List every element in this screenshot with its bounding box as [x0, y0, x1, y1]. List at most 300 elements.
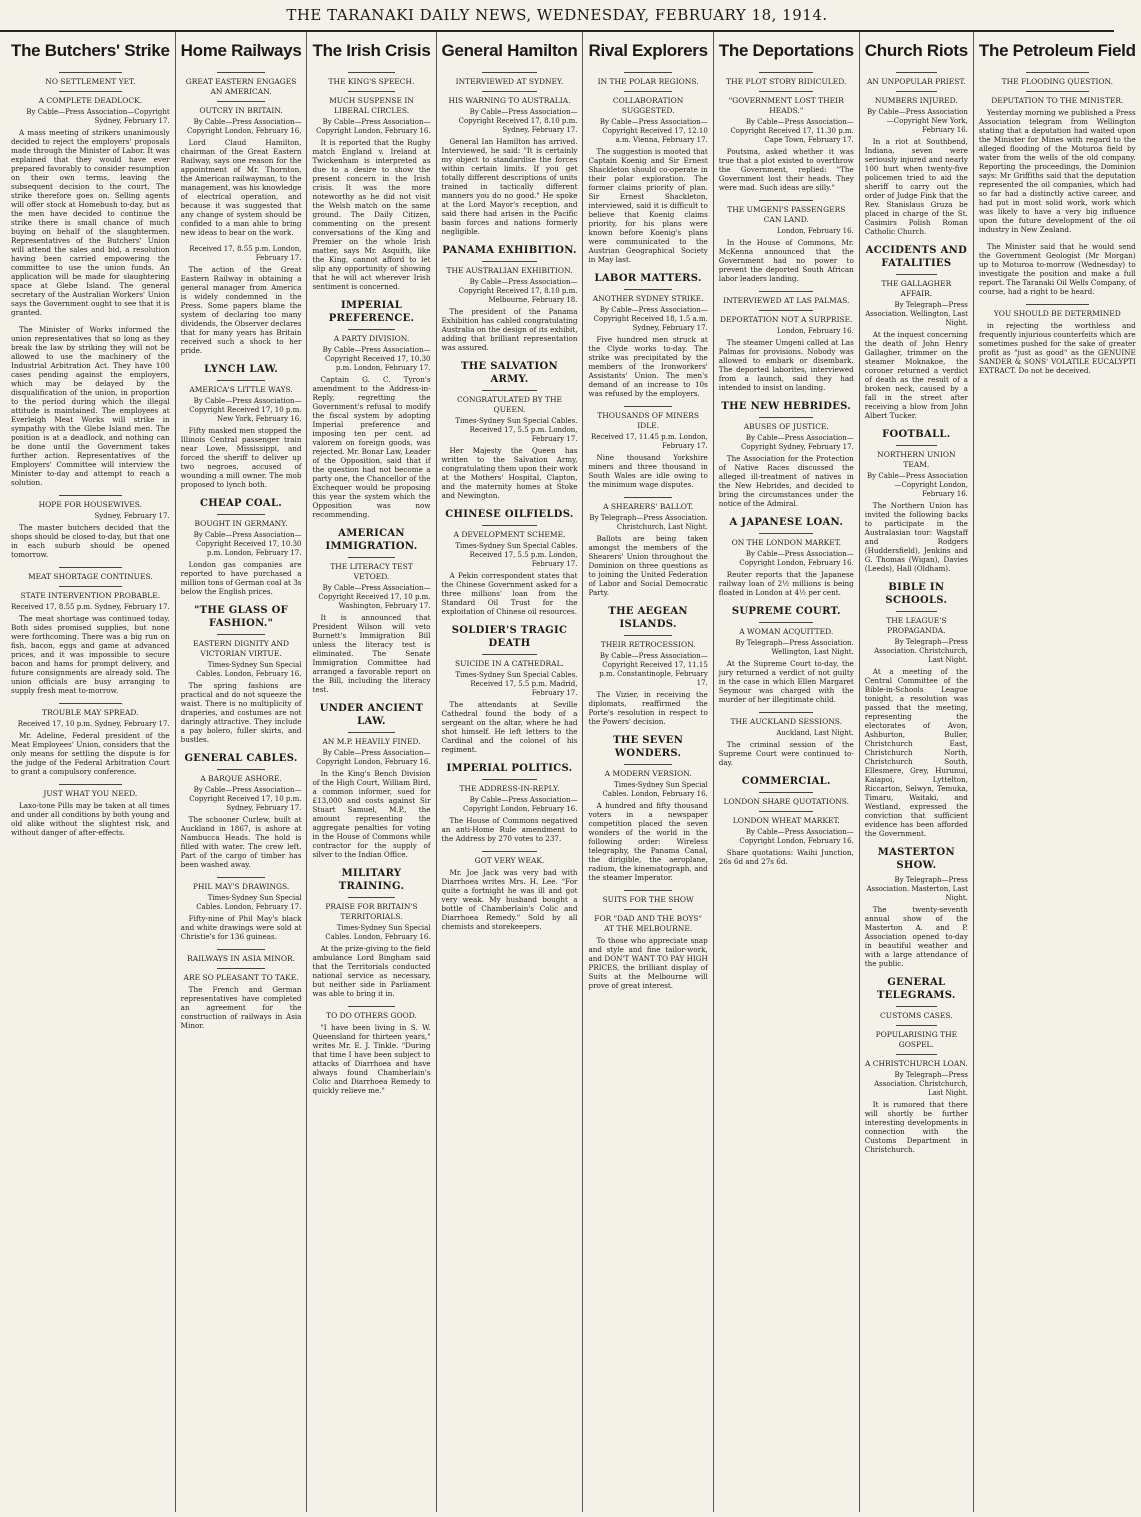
article-body: Lord Claud Hamilton, chairman of the Great Eastern Railway, says one reason for the appointment of Mr. Thornton, the American railwayman, to the management, was his knowledge of electrical operation, and because it was suggested that any change of system should be confided to a man able to bring new ideas to bear on the work.	[180, 138, 302, 237]
article-body: It is rumored that there will shortly be further interesting developments in connection with the Customs Department in Christchurch.	[864, 1100, 968, 1154]
divider	[59, 91, 122, 92]
divider	[348, 557, 395, 558]
dateline: By Cable—Press Association—Copyright Received 17, 8.10 p.m. Sydney, February 17.	[458, 108, 578, 134]
article	[312, 867, 430, 998]
divider	[624, 764, 672, 765]
article-subheading: A SHEARERS' BALLOT.	[603, 502, 694, 511]
article-body: A Pekin correspondent states that the Chinese Government asked for a three millions' loan from the Standard Oil Trust for the exploitation of Chinese oil resources.	[441, 571, 578, 616]
article-body: Fifty-nine of Phil May's black and white drawings were sold at Christie's for 136 guineas.	[180, 914, 302, 941]
divider	[759, 533, 813, 534]
article	[719, 72, 854, 192]
dateline: Times-Sydney Sun Special Cables. London, February 16.	[196, 661, 302, 678]
article-body: in rejecting the worthless and frequently injurious counterfeits which are sometimes pushed for the sake of greater profit as "just as good" as the GENUINE SANDER & SONS' VOLATILE EUCALYPTI EXTRACT. Do not be deceived.	[978, 321, 1136, 375]
article-body: Her Majesty the Queen has written to the Salvation Army, congratulating them upon their work at the Mothers' Hospital, Clapton, and the maternity homes at Stoke and Newington.	[441, 446, 578, 500]
dateline: By Cable—Press Association—Copyright Received 17, 10.30 p.m. London, February 17.	[322, 346, 431, 372]
article	[865, 244, 968, 420]
article-subheading: THE ADDRESS-IN-REPLY.	[459, 784, 560, 793]
dateline: By Cable—Press Association—Copyright London, February 16.	[739, 828, 854, 845]
divider	[896, 72, 937, 73]
article	[442, 624, 578, 754]
article-body: The Minister of Works informed the union representatives that so long as they break the law by striking they will not be allowed to use the machinery of the Industrial Arbitration Act. They have 100 cases pending against the employers, which may be delayed by the disqualification of the union, in proportion to the period during which the illegal attitude is maintained. The employees at Everleigh Meat Works will strike in sympathy with the Glebe Island men. The position is at a deadlock, and nothing can be done until the Government takes further action. Representatives of the Employers' Committee will interview the Minister to-day and attempt to reach a solution.	[11, 325, 170, 487]
dateline: By Cable—Press Association—Copyright Received 17, 10 p.m. Sydney, February 17.	[189, 786, 302, 812]
article-subheading: CUSTOMS CASES.	[880, 1011, 953, 1020]
divider	[896, 1054, 937, 1055]
article-subheading: NO SETTLEMENT YET.	[45, 77, 136, 86]
article-body: In a riot at Southbend, Indiana, seven were seriously injured and nearly 100 hurt when twenty-five policemen tried to aid the sheriff to carry out the order of Judge Fink that the Rev. Stanislaus Gruza be placed in charge of the St. Casimirs Polish Roman Catholic Church.	[864, 137, 968, 236]
dateline: By Cable—Press Association—Copyright London, February 16.	[187, 118, 302, 135]
article	[719, 200, 854, 283]
article	[181, 752, 302, 869]
dateline: By Telegraph—Press Association. Christchurch, Last Night.	[589, 514, 708, 531]
article-body: Ballots are being taken amongst the members of the Shearers' Union throughout the Dominion on three questions as to joining the United Federation of Labor and Social Democratic Party.	[588, 534, 708, 597]
article-title: CHINESE OILFIELDS.	[445, 509, 574, 520]
article-subheading: A WOMAN ACQUITTED.	[739, 627, 834, 636]
article-body: The president of the Panama Exhibition has cabled congratulating Australia on the design of its exhibit, adding that brilliant representation was assured.	[441, 307, 578, 352]
column-headline: Church Riots	[864, 41, 968, 60]
column-2	[176, 32, 308, 1512]
dateline: By Cable—Press Association—Copyright New York, February 16.	[867, 108, 968, 134]
dateline: By Cable—Press Association—Copyright Received 17, 10 p.m. Washington, February 17.	[318, 584, 431, 610]
dateline: By Cable—Press Association—Copyright Received 17, 10.30 p.m. London, February 17.	[193, 531, 302, 557]
article	[181, 363, 302, 489]
article-subheading: OUTCRY IN BRITAIN.	[199, 106, 283, 115]
article-subheading: THOUSANDS OF MINERS IDLE.	[597, 411, 700, 430]
article-body: Five hundred men struck at the Clyde works to-day. The strike was precipitated by the members of the Ironworkers' Assistants' Union. The men's demand of an increase to 10s was refused by the employers.	[588, 335, 708, 398]
article-subheading: NORTHERN UNION TEAM.	[877, 450, 956, 469]
dateline: Received 17, 11.45 p.m. London, February 17.	[591, 433, 708, 450]
article-title: AMERICAN IMMIGRATION.	[325, 528, 418, 552]
article-title: BIBLE IN SCHOOLS.	[885, 582, 948, 606]
article-subheading: ABUSES OF JUSTICE.	[743, 422, 829, 431]
article-body: Mr. Joe Jack was very bad with Diarrhoea writes Mrs. H. Lee. "For quite a fortnight he was ill and got very weak. My husband bought a bottle of Chamberlain's Colic and Diarrhoea Remedy." Sold by all chemists and storekeepers.	[441, 868, 578, 931]
article	[865, 976, 968, 1154]
article-subheading: TROUBLE MAY SPREAD.	[42, 708, 139, 717]
article	[181, 604, 302, 744]
article-title: MILITARY TRAINING.	[338, 868, 405, 892]
article-title: LABOR MATTERS.	[594, 273, 702, 284]
divider	[896, 91, 937, 92]
dateline: By Telegraph—Press Association. Christchurch, Last Night.	[874, 1071, 968, 1097]
dateline: By Telegraph—Press Association. Masterton, Last Night.	[866, 876, 968, 902]
divider	[348, 91, 395, 92]
article-subheading: COLLABORATION SUGGESTED.	[612, 96, 684, 115]
divider	[759, 811, 813, 812]
divider	[1026, 304, 1089, 305]
article	[719, 605, 854, 704]
dateline: By Cable—Press Association—Copyright London, February 16.	[316, 749, 431, 766]
article-subheading: MUCH SUSPENSE IN LIBERAL CIRCLES.	[329, 96, 414, 115]
article-title: LYNCH LAW.	[204, 364, 279, 375]
article	[588, 890, 707, 990]
divider	[59, 703, 122, 704]
column-5	[583, 32, 713, 1512]
article	[181, 72, 302, 237]
article-subheading: "GOVERNMENT LOST THEIR HEADS."	[728, 96, 844, 115]
dateline: Times-Sydney Sun Special Cables. Received 17, 5.5 p.m. London, February 17.	[455, 542, 578, 568]
article	[312, 527, 430, 694]
article	[181, 245, 302, 355]
article-subheading: SUITS FOR THE SHOW	[602, 895, 694, 904]
divider	[759, 622, 813, 623]
article-subheading: A BARQUE ASHORE.	[200, 774, 282, 783]
dateline: By Cable—Press Association—Copyright London, February 16.	[867, 472, 968, 498]
article-subheading: A PARTY DIVISION.	[333, 334, 410, 343]
article-subheading: HOPE FOR HOUSEWIVES.	[38, 500, 143, 509]
dateline: By Cable—Press Association—Copyright Received 17, 11.30 p.m. Cape Town, February 17.	[730, 118, 854, 144]
article-body: The Minister said that he would send the Government Geologist (Mr Morgan) up to Moturoa to-morrow (Wednesday) to investigate the position and make a full report. The Taranaki Oil Wells Company, of course, had a right to be heard.	[978, 242, 1136, 296]
article-subheading: CONGRATULATED BY THE QUEEN.	[456, 395, 562, 414]
divider	[482, 654, 536, 655]
dateline: Received 17, 10 p.m. Sydney, February 17.	[17, 720, 170, 728]
article-subheading: AMERICA'S LITTLE WAYS.	[189, 385, 293, 394]
column-8	[974, 32, 1141, 1512]
divider	[624, 91, 672, 92]
article-title: THE SALVATION ARMY.	[461, 361, 558, 385]
divider	[482, 72, 536, 73]
newspaper-page	[6, 32, 1136, 1512]
article-subheading: THE UMGENI'S PASSENGERS CAN LAND.	[727, 205, 846, 224]
article	[588, 406, 707, 489]
article-subheading: FOR "DAD AND THE BOYS" AT THE MELBOURNE.	[594, 914, 703, 933]
article	[719, 712, 854, 767]
article-body: London gas companies are reported to have purchased a million tons of German coal at 3s below the English prices.	[180, 560, 302, 596]
article-title: COMMERCIAL.	[741, 776, 831, 787]
divider	[896, 611, 937, 612]
article-subheading: A CHRISTCHURCH LOAN.	[864, 1059, 968, 1068]
dateline: By Cable—Press Association—Copyright London, February 16.	[463, 796, 578, 813]
article-subheading: INTERVIEWED AT SYDNEY.	[455, 77, 564, 86]
article-body: Nine thousand Yorkshire miners and three thousand in South Wales are idle owing to the minimum wage disputes.	[588, 453, 708, 489]
article-body: The meat shortage was continued today. Both sides promised supplies, but none were forthcoming. There was a big run on fish, bacon, eggs and game at advanced prices, and it was impossible to secure bacon and hams for prompt delivery, and future consignments are already sold. The union officials are busy arranging to supply fresh meat to-morrow.	[11, 614, 170, 695]
divider	[1026, 72, 1089, 73]
article	[442, 244, 578, 352]
column-headline: The Butchers' Strike	[11, 41, 170, 60]
divider	[217, 380, 265, 381]
divider	[624, 890, 672, 891]
article-body: The Vizier, in receiving the diplomats, reaffirmed the Porte's resolution in respect to the Powers' decision.	[588, 690, 708, 726]
article-subheading: A DEVELOPMENT SCHEME.	[453, 530, 566, 539]
article-body: The steamer Umgeni called at Las Palmas for provisions. Nobody was allowed to embark or disembark. The deported laborites, interviewed from a launch, said they had intended to insist on landing.	[718, 338, 854, 392]
dateline: Received 17, 8.55 p.m. London, February 17.	[189, 245, 302, 262]
dateline: Times-Sydney Sun Special Cables. London, February 16.	[602, 781, 708, 798]
article-subheading: YOU SHOULD BE DETERMINED	[993, 309, 1121, 318]
divider	[624, 497, 672, 498]
divider	[759, 792, 813, 793]
article	[442, 851, 578, 931]
dateline: Times-Sydney Sun Special Cables. Received 17, 5.5 p.m. London, February 17.	[455, 417, 578, 443]
dateline: By Cable—Press Association—Copyright Received 17, 10 p.m. New York, February 16.	[189, 397, 302, 423]
article-body: In the King's Bench Division of the High Court, William Bird, a common informer, sued for £13,000 and costs against Sir Stuart Samuel, M.P., the amount representing the aggregate penalties for voting in the House of Commons while contractor for the supply of silver to the Indian Office.	[312, 769, 431, 859]
divider	[59, 784, 122, 785]
dateline: By Cable—Press Association—Copyright Sydney, February 17.	[741, 434, 854, 451]
article-title: FOOTBALL.	[882, 429, 951, 440]
dateline: By Cable—Press Association—Copyright London, February 16.	[739, 550, 854, 567]
divider	[896, 445, 937, 446]
divider	[348, 329, 395, 330]
article	[442, 360, 578, 500]
article	[865, 428, 968, 573]
article-subheading: GOT VERY WEAK.	[474, 856, 545, 865]
column-headline: The Petroleum Field	[978, 41, 1136, 60]
article	[588, 497, 707, 597]
article-body: Share quotations: Waihi Junction, 26s 6d and 27s 6d.	[718, 848, 854, 866]
divider	[482, 779, 536, 780]
article-subheading: LONDON SHARE QUOTATIONS.	[723, 797, 850, 806]
article	[588, 72, 707, 264]
divider	[482, 261, 536, 262]
article	[442, 508, 578, 616]
article-title: GENERAL TELEGRAMS.	[876, 977, 956, 1001]
article-title: "THE GLASS OF FASHION."	[194, 605, 289, 629]
article	[11, 495, 170, 559]
article-subheading: NUMBERS INJURED.	[874, 96, 958, 105]
article-subheading: THE LEAGUE'S PROPAGANDA.	[886, 616, 947, 635]
article-title: CHEAP COAL.	[200, 498, 283, 509]
divider	[624, 406, 672, 407]
divider	[59, 72, 122, 73]
column-headline: Home Railways	[180, 41, 302, 60]
dateline: By Cable—Press Association—Copyright Received 18, 1.5 a.m. Sydney, February 17.	[593, 306, 708, 332]
divider	[217, 101, 265, 102]
article-subheading: THE AUCKLAND SESSIONS.	[730, 717, 843, 726]
dateline: By Telegraph—Press Association. Christchurch, Last Night.	[874, 638, 968, 664]
article	[11, 703, 170, 776]
article-body: At a meeting of the Central Committee of the Bible-in-Schools League tonight, a resolution was passed that the meeting, representing the electorates of Avon, Ashburton, Buller, Christchurch East, Christchurch North, Christchurch South, Ellesmere, Grey, Hurunui, Kaiapoi, Lyttelton, Riccarton, Selwyn, Temuka, Timaru, Waitaki, and Westland, expressed the conviction that sufficient evidence has been afforded the Government.	[864, 667, 968, 838]
article-subheading: TO DO OTHERS GOOD.	[326, 1011, 417, 1020]
article-subheading: EASTERN DIGNITY AND VICTORIAN VIRTUE.	[193, 639, 290, 658]
dateline: Times-Sydney Sun Special Cables. London, February 16.	[325, 924, 431, 941]
divider	[217, 514, 265, 515]
article-subheading: LONDON WHEAT MARKET.	[732, 816, 840, 825]
divider	[759, 417, 813, 418]
article	[312, 1006, 430, 1095]
article-body: To those who appreciate snap and style and fine tailor-work, and DON'T WANT TO PAY HIGH PRICES, the brilliant display of Suits at the Melbourne will prove of great interest.	[588, 936, 708, 990]
article	[11, 325, 170, 487]
article-subheading: THE LITERACY TEST VETOED.	[330, 562, 413, 581]
divider	[217, 949, 265, 950]
article-subheading: ANOTHER SYDNEY STRIKE.	[592, 294, 704, 303]
article-title: PANAMA EXHIBITION.	[442, 245, 577, 256]
article-subheading: PHIL MAY'S DRAWINGS.	[192, 882, 290, 891]
dateline: By Cable—Press Association—Copyright Received 17, 8.10 p.m. Melbourne, February 18.	[458, 278, 578, 304]
article	[181, 877, 302, 941]
column-6	[714, 32, 860, 1512]
article-subheading: ON THE LONDON MARKET.	[731, 538, 841, 547]
divider	[59, 586, 122, 587]
article-title: IMPERIAL PREFERENCE.	[328, 300, 415, 324]
article	[312, 72, 430, 291]
dateline: By Telegraph—Press Association. Wellington, Last Night.	[735, 639, 854, 656]
divider	[896, 1006, 937, 1007]
article-subheading: AN M.P. HEAVILY FINED.	[322, 737, 421, 746]
column-headline: The Deportations	[718, 41, 854, 60]
article-body: Captain G. C. Tyron's amendment to the Address-in-Reply, regretting the Government's refusal to modify the fiscal system by adopting Imperial preference and imposing ten per cent. ad valorem on foreign goods, was rejected. Mr. Bonar Law, Leader of the Opposition, said that if the question had not become a party one, the Chancellor of the Exchequer would be proposing this year the system which the Opposition was now recommending.	[312, 375, 431, 519]
article-subheading: THE FLOODING QUESTION.	[1001, 77, 1114, 86]
article-body: A mass meeting of strikers unanimously decided to reject the employers' proposals made through the Minister of Labor. It was explained that they would have ever prepared favorably to consider resumption on their own terms, leaving the subsequent decision to the court. The strike therefore goes on. Selling agents will offer stock at Homebush to-day, but as the men have decided to continue the strike there is small chance of much buying on behalf of the slaughtermen. Representatives of the Butchers' Union will attend the sales and bid, a resolution having been carried empowering the committee to use the union funds. An application will be made for slaughtering space at Glebe Island. The general secretary of the Australian Workers' Union says the Government ought to see that it is granted.	[11, 128, 170, 317]
column-headline: General Hamilton	[441, 41, 578, 60]
article	[312, 299, 430, 519]
article-subheading: A COMPLETE DEADLOCK.	[38, 96, 143, 105]
article-subheading: RAILWAYS IN ASIA MINOR.	[187, 954, 296, 963]
article-body: The twenty-seventh annual show of the Masterton A. and P. Association opened to-day in beautiful weather and with a large attendance of the public.	[864, 905, 968, 968]
dateline: Received 17, 8.55 p.m. Sydney, February 17.	[11, 603, 170, 611]
article	[588, 272, 707, 398]
dateline: By Telegraph—Press Association. Wellington, Last Night.	[865, 301, 968, 327]
article-subheading: DEPORTATION NOT A SURPRISE.	[720, 315, 853, 324]
article-body: At the Supreme Court to-day, the jury returned a verdict of not guilty in the case in which Ellen Margaret Seymour was charged with the murder of her illegitimate child.	[718, 659, 854, 704]
article-subheading: ARE SO PLEASANT TO TAKE.	[183, 973, 299, 982]
masthead: THE TARANAKI DAILY NEWS, WEDNESDAY, FEBRUARY 18, 1914.	[0, 0, 1114, 32]
article-body: Fifty masked men stopped the Illinois Central passenger train near Lowe, Mississippi, and forced the sheriff to deliver up two negroes, accused of wounding a mill owner. The mob proposed to lynch both.	[180, 426, 302, 489]
article	[11, 784, 170, 837]
divider	[759, 72, 813, 73]
article-subheading: THE AUSTRALIAN EXHIBITION.	[446, 266, 573, 275]
column-3	[307, 32, 436, 1512]
article-title: THE AEGEAN ISLANDS.	[608, 606, 688, 630]
article	[719, 291, 854, 392]
divider	[896, 1025, 937, 1026]
divider	[59, 495, 122, 496]
article	[588, 605, 707, 726]
divider	[348, 897, 395, 898]
article-subheading: DEPUTATION TO THE MINISTER.	[991, 96, 1124, 105]
article-subheading: GREAT EASTERN ENGAGES AN AMERICAN.	[185, 77, 297, 96]
article-subheading: THEIR RETROCESSION.	[600, 640, 696, 649]
article-title: GENERAL CABLES.	[184, 753, 298, 764]
article-subheading: HIS WARNING TO AUSTRALIA.	[448, 96, 571, 105]
article-subheading: INTERVIEWED AT LAS PALMAS.	[723, 296, 850, 305]
article-subheading: THE PLOT STORY RIDICULED.	[726, 77, 847, 86]
column-headline: Rival Explorers	[588, 41, 708, 60]
article-body: Mr. Adeline, Federal president of the Meat Employees' Union, considers that the only means for settling the dispute is for the judge of the Federal Arbitration Court to grant a compulsory conference.	[11, 731, 170, 776]
article-subheading: POPULARISING THE GOSPEL.	[875, 1030, 958, 1049]
article-body: The French and German representatives have completed an agreement for the construction of railways in Asia Minor.	[180, 985, 302, 1030]
divider	[217, 968, 265, 969]
divider	[482, 851, 536, 852]
divider	[348, 72, 395, 73]
article-body: The Northern Union has invited the following backs to participate in the Australasian tour: Wagstaff and Rodgers (Huddersfield), Jenkins and G. Thomas (Wigan), Davies (Leeds), Hall (Oldham).	[864, 501, 968, 573]
divider	[348, 1006, 395, 1007]
article-body: General Ian Hamilton has arrived. Interviewed, he said: "It is certainly my object to standardise the forces within certain limits. If you get totally different descriptions of units trained in tactically different manners you do no good." He spoke at the Lord Mayor's reception, and said there had arisen in the Pacific basin forces and nations formerly negligible.	[441, 137, 578, 236]
article	[11, 567, 170, 695]
article-body: The action of the Great Eastern Railway in obtaining a general manager from America is widely condemned in the Press. Some papers blame the system of declaring too many dividends, the Observer declares that for many years has Britain received such a shock to her pride.	[180, 265, 302, 355]
article	[979, 242, 1136, 296]
article-body: The House of Commons negatived an anti-Home Rule amendment to the Address by 270 votes to 237.	[441, 816, 578, 843]
divider	[624, 72, 672, 73]
article-title: UNDER ANCIENT LAW.	[319, 703, 424, 727]
article-body: It is announced that President Wilson will veto Burnett's Immigration Bill unless the literacy test is eliminated. The Senate Immigration Committee had arranged a favorable report on the Bill, including the literacy test.	[312, 613, 431, 694]
divider	[217, 72, 265, 73]
article-body: Reuter reports that the Japanese railway loan of 2½ millions is being floated in London at 4½ per cent.	[718, 570, 854, 597]
dateline: By Cable—Press Association—Copyright Received 17, 11.15 p.m. Constantinople, February 17.	[599, 652, 708, 687]
dateline: Auckland, Last Night.	[776, 729, 854, 737]
article-subheading: MEAT SHORTAGE CONTINUES.	[27, 572, 153, 581]
divider	[759, 291, 813, 292]
article	[181, 497, 302, 596]
article-title: A JAPANESE LOAN.	[729, 517, 844, 528]
article-title: ACCIDENTS AND FATALITIES	[865, 245, 968, 269]
divider	[482, 390, 536, 391]
divider	[624, 909, 672, 910]
dateline: By Cable—Press Association—Copyright Sydney, February 17.	[26, 108, 170, 125]
article-subheading: AN UNPOPULAR PRIEST.	[867, 77, 966, 86]
article-body: The schooner Curlew, built at Auckland in 1867, is ashore at Nambucca Heads. The hold is filled with water. The crew left. Part of the cargo of timber has been washed away.	[180, 815, 302, 869]
article-subheading: BOUGHT IN GERMANY.	[194, 519, 288, 528]
article-title: MASTERTON SHOW.	[877, 847, 955, 871]
article-subheading: PRAISE FOR BRITAIN'S TERRITORIALS.	[325, 902, 418, 921]
article-body: The attendants at Seville Cathedral found the body of a sergeant on the altar, where he had shot himself. He left letters to the Cardinal and the colonel of his regiment.	[441, 700, 578, 754]
dateline: By Cable—Press Association—Copyright Received 17, 12.10 a.m. Vienna, February 17.	[599, 118, 708, 144]
article-body: Yesterday morning we published a Press Association telegram from Wellington stating that a deputation had waited upon the Minister for Mines with regard to the alleged flooding of the Moturoa field by water from the wells of the old company. Reporting the proceedings, the Dominion says: Mr Griffiths said that the deputation represented the oil companies, which had so far had a distinctly active career, and had put in most solid work, work which was likely to have a very big influence upon the future development of the oil industry in New Zealand.	[978, 108, 1136, 234]
article-subheading: THE GALLAGHER AFFAIR.	[881, 279, 952, 298]
article-title: SUPREME COURT.	[731, 606, 841, 617]
article-body: The criminal session of the Supreme Court were continued to-day.	[718, 740, 854, 767]
article-body: The Association for the Protection of Native Races discussed the alleged ill-treatment of natives in the New Hebrides, and decided to bring the circumstances under the notice of the Admiral.	[718, 454, 854, 508]
column-7	[860, 32, 974, 1512]
article-body: It is reported that the Rugby match England v. Ireland at Twickenham is interpreted as due to a desire to show the present concern in the Irish crisis. It was the more noteworthy as he did not visit the Welsh match on the same ground. The Daily Citizen, commenting on the present conversations of the King and Premier on the whole Irish matter, says Mr. Asquith, like the King, cannot afford to let slip any opportunity of showing that he will act wherever Irish sentiment is concerned.	[312, 138, 431, 291]
article	[865, 72, 968, 236]
divider	[217, 769, 265, 770]
article-body: At the inquest concerning the death of John Henry Gallagher, trimmer on the steamer Moknakoe, the coroner returned a verdict of death as the result of a broken neck, caused by a fall in the street after receiving a blow from John Albert Tucker.	[864, 330, 968, 420]
divider	[217, 634, 265, 635]
divider	[759, 712, 813, 713]
article	[11, 72, 170, 317]
divider	[348, 732, 395, 733]
article	[979, 72, 1136, 234]
dateline: London, February 16.	[776, 327, 854, 335]
article-body: A hundred and fifty thousand voters in a newspaper competition placed the seven wonders of the world in the following order: Wireless telegraphy, the Panama Canal, the dirigible, the aeroplane, radium, the kinematograph, and the steamer Imperator.	[588, 801, 708, 882]
article-title: THE NEW HEBRIDES.	[721, 401, 852, 412]
article	[719, 775, 854, 866]
divider	[482, 525, 536, 526]
article	[442, 72, 578, 236]
article-subheading: STATE INTERVENTION PROBABLE.	[20, 591, 161, 600]
divider	[482, 91, 536, 92]
article-body: The suggestion is mooted that Captain Koenig and Sir Ernest Shackleton should co-operate in their polar exploration. The former claims priority of plan. Sir Ernest Shackleton, interviewed, said it is difficult to believe that Koenig claims priority, for his plans were known before Koenig's plans were communicated to the Austrian Geographical Society in May last.	[588, 147, 708, 264]
dateline: Times-Sydney Sun Special Cables. London, February 17.	[196, 894, 302, 911]
article	[865, 846, 968, 968]
article	[181, 949, 302, 1030]
column-1	[6, 32, 176, 1512]
article	[979, 304, 1136, 375]
article-title: IMPERIAL POLITICS.	[446, 763, 573, 774]
divider	[624, 635, 672, 636]
column-4	[437, 32, 584, 1512]
dateline: Times-Sydney Sun Special Cables. Received 17, 5.5 p.m. Madrid, February 17.	[455, 671, 578, 697]
dateline: By Cable—Press Association—Copyright London, February 16.	[316, 118, 431, 135]
dateline: London, February 16.	[776, 227, 854, 235]
article	[865, 581, 968, 838]
divider	[624, 289, 672, 290]
divider	[1026, 91, 1089, 92]
article	[588, 734, 707, 882]
article-subheading: THE KING'S SPEECH.	[328, 77, 415, 86]
divider	[759, 200, 813, 201]
article-body: "I have been living in S. W. Queensland for thirteen years," writes Mr. E. J. Tinkle. "During that time I have been subject to attacks of Diarrhoea and have always found Chamberlain's Colic and Diarrhoea Remedy to quickly relieve me."	[312, 1023, 431, 1095]
article	[312, 702, 430, 859]
divider	[759, 310, 813, 311]
article	[719, 400, 854, 508]
divider	[59, 567, 122, 568]
article-subheading: SUICIDE IN A CATHEDRAL.	[455, 659, 564, 668]
column-headline: The Irish Crisis	[312, 41, 431, 60]
dateline: Sydney, February 17.	[94, 512, 170, 520]
divider	[759, 91, 813, 92]
article-body: Poutsma, asked whether it was true that a plot existed to overthrow the Government, replied: "The Government lost their heads. They were mad. Such ideas are silly."	[718, 147, 854, 192]
article-body: At the prize-giving to the field ambulance Lord Bingham said that the Territorials conducted national service as necessary, but neither side in Parliament was able to bring it in.	[312, 944, 431, 998]
article-title: SOLDIER'S TRAGIC DEATH	[451, 625, 568, 649]
divider	[896, 274, 937, 275]
